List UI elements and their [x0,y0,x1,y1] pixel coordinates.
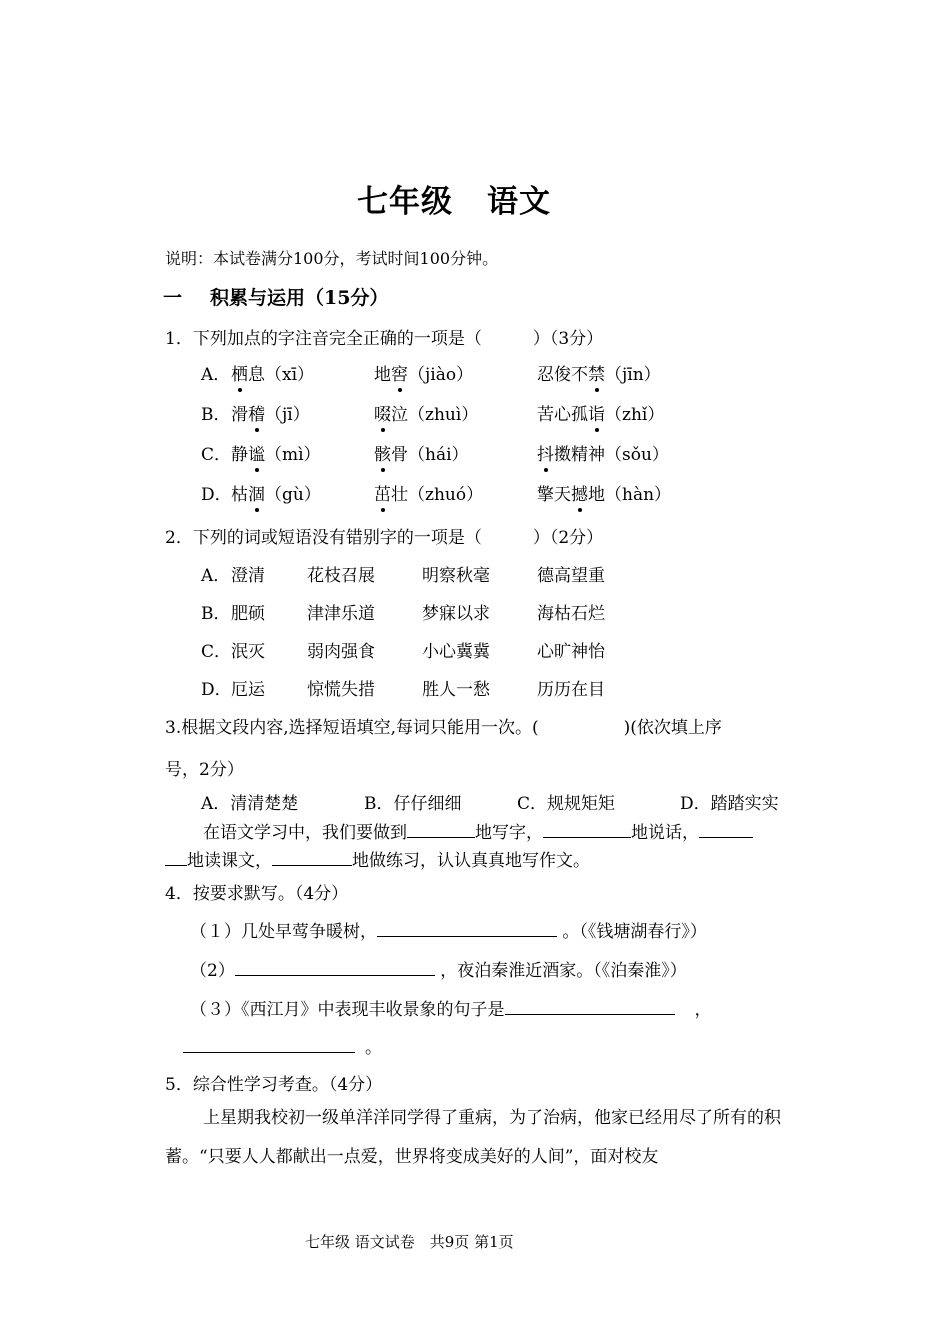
fill-blank[interactable] [543,821,631,838]
q4-line-3: （３）《西江月》中表现丰收景象的句子是 ， [190,1000,712,1020]
q5-paragraph: 上星期我校初一级单洋洋同学得了重病，为了治病，他家已经用尽了所有的积蓄。“只要人人都献出一点爱，世界将变成美好的人间”，面对校友 [165,1108,781,1167]
title-grade: 七年级 [357,184,453,220]
section-heading [163,283,388,310]
exam-instructions: 说明：本试卷满分100分，考试时间100分钟。 [165,249,499,268]
q2-word: 海枯石烂 [537,604,605,624]
q1-option-item: 苦心孤诣（zhǐ） [537,400,664,425]
q2-option-label: B． [201,604,231,624]
q2-word: 小心冀冀 [422,642,490,662]
q2-word: 胜人一愁 [422,680,490,700]
q2-option-label: C． [201,642,232,662]
q2-option-label: D． [201,680,232,700]
dotted-char: 茁 [374,480,391,505]
dotted-char: 抖 [537,440,554,465]
q3-paragraph-line1: 在语文学习中，我们要做到 地写字， 地说话， [203,818,753,843]
fill-blank[interactable] [407,821,475,838]
q1-option-item: 滑稽（jī） [231,400,310,425]
q1-option-item: 骸骨（hái） [374,440,469,465]
fill-blank[interactable] [377,920,557,937]
section-number: 一 [163,287,183,309]
q2-option-label: A． [201,566,231,586]
q2-word: 澄清 [231,566,265,586]
q1-option-label: D． [201,485,232,505]
q2-word: 厄运 [231,680,265,700]
q2-word: 津津乐道 [307,604,375,624]
page-footer: 七年级 语文试卷 共9页 第1页 [305,1233,514,1251]
q1-option-item: 擎天撼地（hàn） [537,480,671,505]
q2-word: 心旷神怡 [537,642,605,662]
question-2-stem: 2．下列的词或短语没有错别字的一项是（ ）（2分） [165,528,604,548]
q4-line-1: （１）几处早莺争暖树， 。（《钱塘湖春行》） [190,922,707,942]
q2-word: 明察秋毫 [422,566,490,586]
q2-word: 弱肉强食 [307,642,375,662]
question-3-stem-line2: 号，2分） [165,760,244,780]
question-1-stem: 1．下列加点的字注音完全正确的一项是（ ）（3分） [165,329,604,349]
dotted-char: 谧 [248,440,265,465]
dotted-char: 诣 [588,400,605,425]
page-title [0,176,908,221]
q3-choice: D．踏踏实实 [680,794,779,814]
dotted-char: 栖 [231,360,248,385]
q1-option-item: 栖息（xī） [231,360,314,385]
fill-blank[interactable] [272,849,352,866]
dotted-char: 啜 [374,400,391,425]
q4-line-2: （2） ，夜泊秦淮近酒家。（《泊秦淮》） [190,961,687,981]
q1-option-label: A． [201,365,231,385]
section-title: 积累与运用（15分） [210,287,389,309]
q2-word: 肥硕 [231,604,265,624]
q1-option-item: 茁壮（zhuó） [374,480,483,505]
dotted-char: 涸 [248,480,265,505]
q2-word: 花枝召展 [307,566,375,586]
q2-word: 惊慌失措 [307,680,375,700]
title-subject: 语文 [487,184,551,220]
q1-option-label: B． [201,405,231,425]
dotted-char: 禁 [588,360,605,385]
q3-choice: C．规规矩矩 [517,794,616,814]
fill-blank[interactable] [699,821,753,838]
q2-word: 历历在目 [537,680,605,700]
q2-word: 梦寐以求 [422,604,490,624]
q3-choice: A．清清楚楚 [201,794,299,814]
dotted-char: 骸 [374,440,391,465]
dotted-char: 窖 [391,360,408,385]
q4-line-4: 。 [183,1033,382,1058]
fill-blank[interactable] [505,998,675,1015]
question-3-stem-line1: 3.根据文段内容,选择短语填空,每词只能用一次。( )(依次填上序 [165,718,722,738]
question-5-stem: 5．综合性学习考查。（4分） [165,1075,383,1095]
q2-word: 德高望重 [537,566,605,586]
fill-blank[interactable] [165,849,187,866]
q1-option-item: 枯涸（gù） [231,480,321,505]
q1-option-item: 地窖（jiào） [374,360,473,385]
q2-word: 泯灭 [231,642,265,662]
q3-paragraph-line2: 地读课文， 地做练习，认认真真地写作文。 [165,846,590,871]
q1-option-item: 啜泣（zhuì） [374,400,478,425]
dotted-char: 稽 [248,400,265,425]
question-4-stem: 4．按要求默写。（4分） [165,884,349,904]
dotted-char: 撼 [571,480,588,505]
fill-blank[interactable] [235,959,435,976]
q1-option-item: 忍俊不禁（jīn） [537,360,661,385]
fill-blank[interactable] [183,1036,355,1053]
q1-option-item: 静谧（mì） [231,440,321,465]
q3-choice: B．仔仔细细 [364,794,462,814]
q1-option-label: C． [201,445,232,465]
q1-option-item: 抖擞精神（sǒu） [537,440,669,465]
